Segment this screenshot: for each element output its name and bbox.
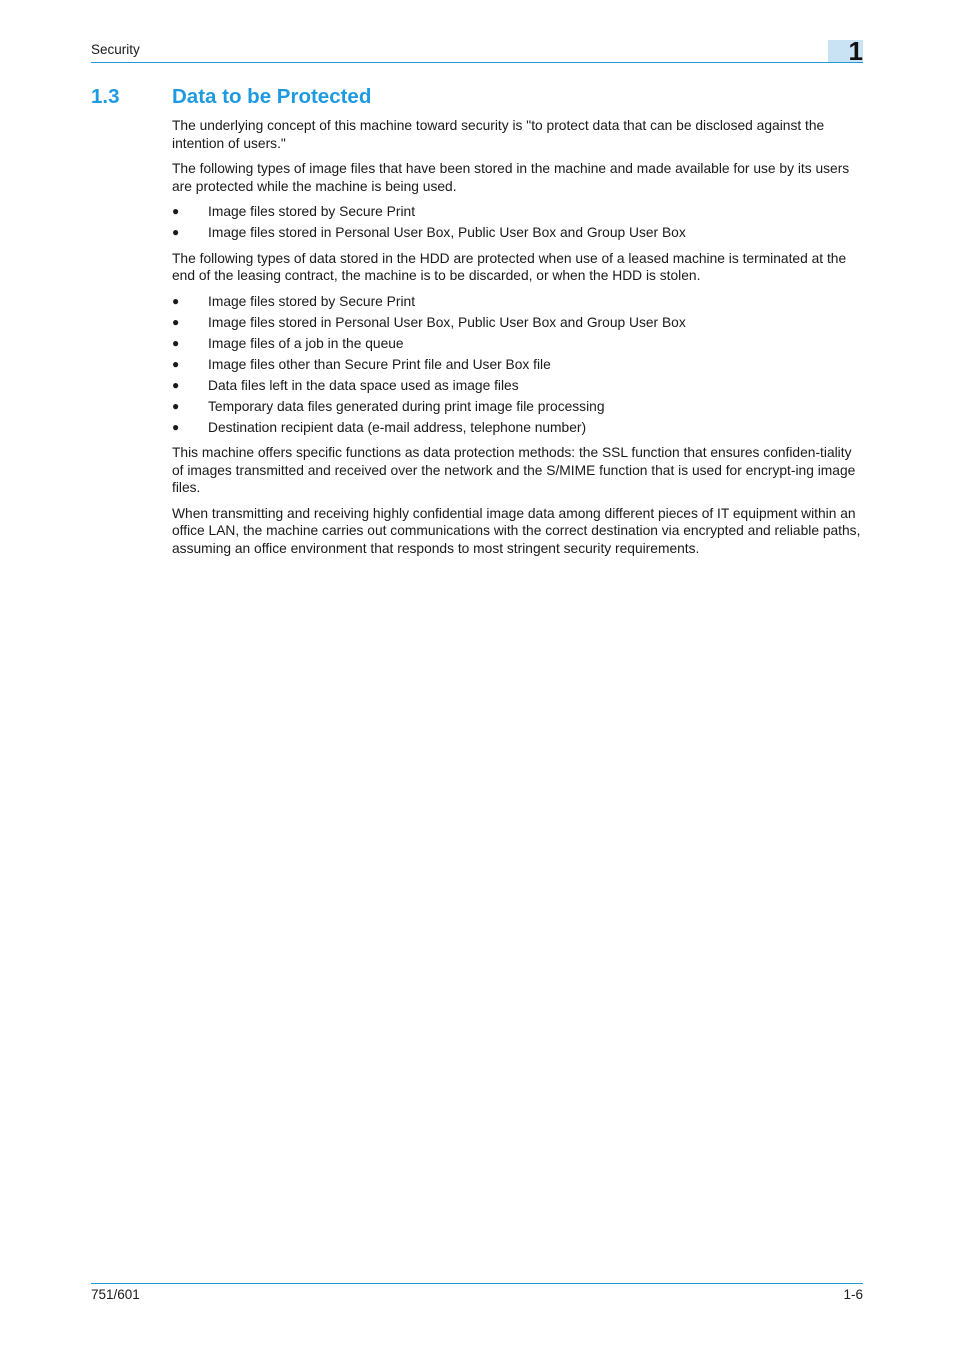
list-item bbox=[172, 377, 864, 395]
paragraph-hdd-protection: The following types of data stored in the HDD are protected when use of a leased machine is terminated at the end of the leasing contract, the machine is to be discarded, or when the HDD is stolen. bbox=[172, 250, 847, 283]
footer-page-number: 1-6 bbox=[843, 1287, 863, 1302]
list-item bbox=[172, 314, 864, 332]
list-item-text: Image files stored in Personal User Box, Public User Box and Group User Box bbox=[208, 314, 686, 330]
paragraph-in-use-protection: The following types of image files that have been stored in the machine and made available for use by its users are protected while the machine is being used. bbox=[172, 161, 850, 194]
bullet-icon: ● bbox=[172, 419, 180, 434]
list-item-text: Temporary data files generated during print image file processing bbox=[208, 398, 605, 414]
list-item bbox=[172, 356, 864, 374]
list-item-text: Image files stored by Secure Print bbox=[208, 204, 416, 219]
paragraph-protection-methods: This machine offers specific functions as data protection methods: the SSL function that ensures confiden-tiality of images transmitted and received over the network and the S/MIME function that is used for encrypt-ing image files. bbox=[172, 445, 856, 495]
paragraph-intro: The underlying concept of this machine toward security is "to protect data that can be disclosed against the intention of users." bbox=[172, 118, 825, 151]
list-item-text: Destination recipient data (e-mail address, telephone number) bbox=[208, 419, 587, 435]
list-item-text: Image files stored by Secure Print bbox=[208, 293, 416, 309]
header-divider bbox=[91, 62, 863, 63]
list-item bbox=[172, 224, 864, 242]
bullet-icon: ● bbox=[172, 204, 180, 218]
chapter-number: 1 bbox=[848, 36, 863, 66]
footer-divider bbox=[91, 1283, 863, 1284]
bullet-icon: ● bbox=[172, 293, 180, 308]
bullet-icon: ● bbox=[172, 335, 180, 350]
list-item-text: Image files of a job in the queue bbox=[208, 335, 404, 351]
list-item bbox=[172, 293, 864, 311]
footer-model-number: 751/601 bbox=[91, 1287, 140, 1302]
bullet-icon: ● bbox=[172, 356, 180, 371]
bullet-icon: ● bbox=[172, 314, 180, 329]
list-item-text: Image files other than Secure Print file and User Box file bbox=[208, 356, 551, 372]
running-header-title: Security bbox=[91, 42, 140, 57]
bullet-icon: ● bbox=[172, 225, 180, 239]
section-title: Data to be Protected bbox=[172, 85, 372, 108]
paragraph-lan-communication: When transmitting and receiving highly confidential image data among different pieces of IT equipment within an office LAN, the machine carries out communications with the correct destination via encrypted and reliable paths, assuming an office environment that responds to most stringent security requirements. bbox=[172, 505, 861, 556]
bullet-icon: ● bbox=[172, 377, 180, 392]
section-body bbox=[172, 117, 864, 565]
list-item bbox=[172, 398, 864, 416]
hdd-protected-list bbox=[172, 293, 864, 437]
list-item bbox=[172, 419, 864, 437]
in-use-protected-list bbox=[172, 203, 864, 242]
list-item-text: Data files left in the data space used as image files bbox=[208, 377, 519, 393]
bullet-icon: ● bbox=[172, 398, 180, 413]
list-item bbox=[172, 203, 864, 221]
list-item-text: Image files stored in Personal User Box, Public User Box and Group User Box bbox=[208, 225, 686, 240]
list-item bbox=[172, 335, 864, 353]
section-number: 1.3 bbox=[91, 85, 120, 108]
chapter-tab bbox=[828, 36, 863, 66]
